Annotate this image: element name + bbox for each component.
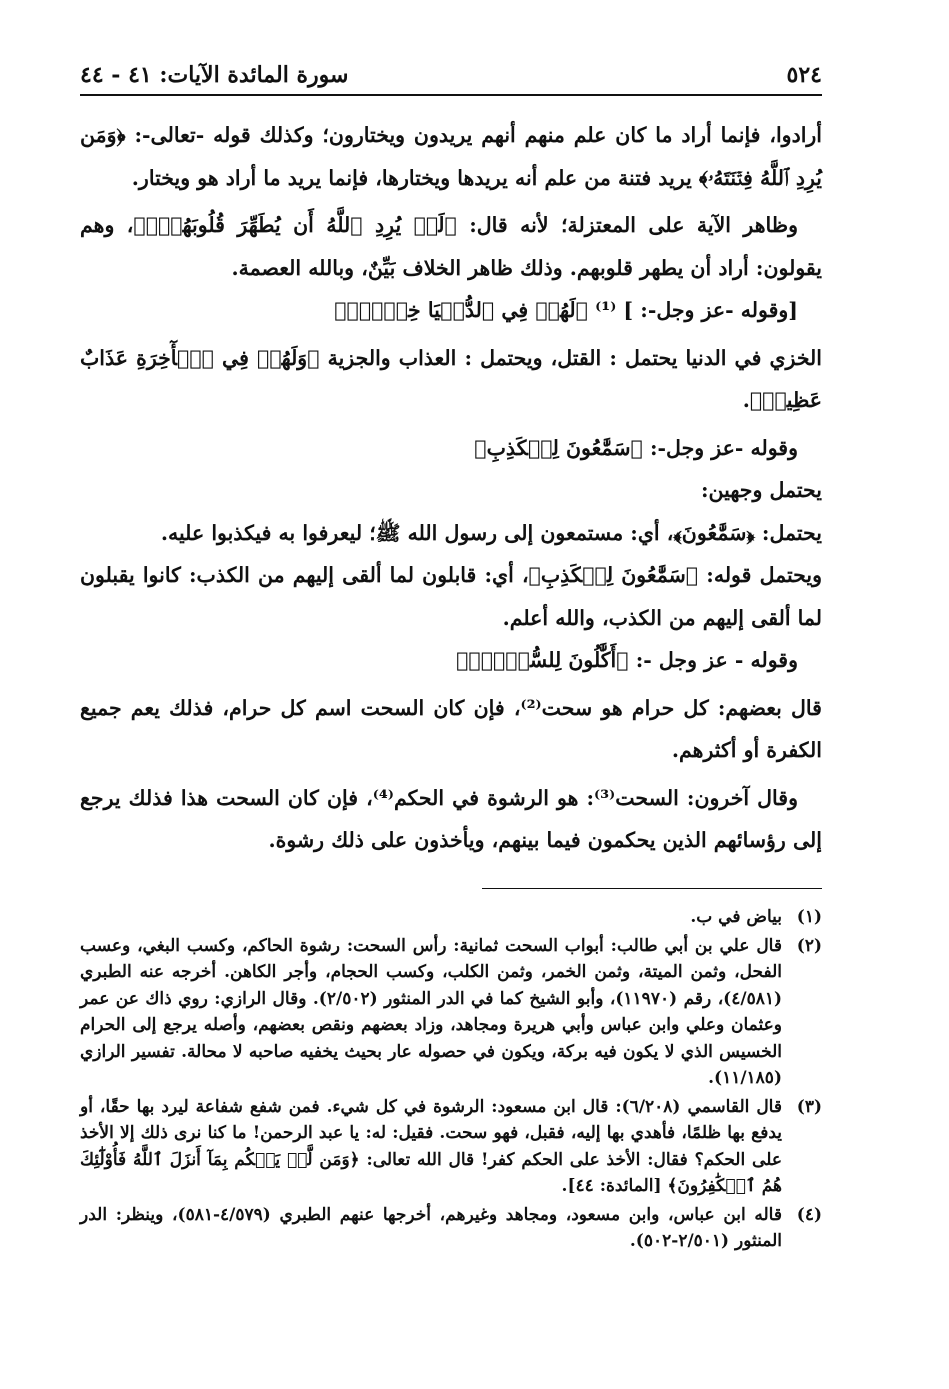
page-header: [80, 54, 822, 96]
footnote-text: قاله ابن عباس، وابن مسعود، ومجاهد وغيرهم، أخرجها عنهم الطبري (٤/٥٧٩-٥٨١)، وينظر: الدر المنثور (٢/٥٠١-٥٠٢).: [80, 1204, 782, 1251]
footnote: [80, 1094, 822, 1200]
paragraph-9: وقوله - عز وجل -: ﴿أَكَّٰلُونَ لِلسُّحۡتِۚ﴾: [456, 648, 798, 672]
paragraph-11: وقال آخرون: السحت⁽³⁾: هو الرشوة في الحكم⁽⁴⁾، فإن كان السحت هذا فذلك يرجع إلى رؤسائهم الذين يحكمون فيما بينهم، ويأخذون على ذلك رشوة.: [80, 785, 822, 852]
main-text: [80, 114, 822, 862]
footnote-number: (٢): [796, 935, 822, 956]
footnote-text: بياض في ب.: [690, 907, 782, 927]
paragraph-5: وقوله -عز وجل-: ﴿سَمَّٰعُونَ لِلۡكَذِبِ﴾: [474, 435, 798, 460]
running-title: سورة المائدة الآيات: ٤١ - ٤٤: [80, 62, 349, 88]
paragraph-1: أرادوا، فإنما أراد ما كان علم منهم أنهم يريدون ويختارون؛ وكذلك قوله -تعالى-: ﴿وَمَن يُرِدِ ٱللَّهُ فِتۡنَتَهُۥ﴾ يريد فتنة من علم أنه يريدها ويختارها، فإنما يريد ما أراد هو ويختار.: [80, 123, 822, 190]
paragraph-7: يحتمل: ﴿سَمَّٰعُونَ﴾، أي: مستمعون إلى رسول الله ﷺ؛ ليعرفوا به فيكذبوا عليه.: [160, 520, 822, 545]
footnote: [80, 904, 822, 931]
paragraph-8: ويحتمل قوله: ﴿سَمَّٰعُونَ لِلۡكَذِبِ﴾، أي: قابلون لما ألقى إليهم من الكذب: كانوا يقبلون لما ألقى إليهم من الكذب، والله أعلم.: [80, 563, 822, 630]
page-number: ٥٢٤: [786, 62, 822, 88]
footnote-text: قال القاسمي (٦/٢٠٨): قال ابن مسعود: الرشوة في كل شيء. فمن شفع شفاعة ليرد بها حقًا، أو يدفع بها ظلمًا، فأهدي بها إليه، فقبل، فهو سحت. فقيل: له: يا عبد الرحمن! ما كنا نرى ذلك إلا الأخذ على الحكم؟ فقال: الأخذ على الحكم كفر! قال الله تعالى: ﴿وَمَن لَّمۡ يَحۡكُم بِمَآ أَنزَلَ ٱللَّهُ فَأُوْلَٰٓئِكَ هُمُ ٱلۡكَٰفِرُونَ﴾ [المائدة: ٤٤].: [80, 1096, 782, 1196]
footnote-divider: [482, 888, 822, 889]
paragraph-6: يحتمل وجهين:: [700, 478, 822, 502]
footnote: [80, 933, 822, 1092]
footnote-number: (١): [796, 907, 822, 927]
footnote-number: (٣): [796, 1096, 822, 1117]
paragraph-3: [وقوله -عز وجل-: ] ⁽¹⁾ ﴿لَهُمۡ فِي ٱلدُّنۡيَا خِزۡيٞۖ﴾: [334, 298, 798, 322]
footnote: [80, 1202, 822, 1255]
paragraph-4: الخزي في الدنيا يحتمل : القتل، ويحتمل : العذاب والجزية ﴿وَلَهُمۡ فِي ٱلۡأٓخِرَةِ عَذَابٌ عَظِيمٞ﴾.: [80, 345, 822, 412]
footnotes: [80, 904, 822, 1257]
footnote-text: قال علي بن أبي طالب: أبواب السحت ثمانية: رأس السحت: رشوة الحاكم، وكسب البغي، وعسب الفحل، وثمن الميتة، وثمن الخمر، وثمن الكلب، وكسب الحجام، وأجر الكاهن. أخرجه عنه الطبري (٤/٥٨١)، رقم (١١٩٧٠)، وأبو الشيخ كما في الدر المنثور (٢/٥٠٢). وقال الرازي: روي ذاك عن عمر وعثمان وعلي وابن عباس وأبي هريرة ومجاهد، وزاد بعضهم ونقص بعضهم، وأصله يرجع إلى الحرام الخسيس الذي لا يكون فيه بركة، ويكون في حصوله عار بحيث يخفيه صاحبه لا محالة. تفسير الرازي (١١/١٨٥).: [80, 935, 783, 1088]
paragraph-2: وظاهر الآية على المعتزلة؛ لأنه قال: ﴿لَمۡ يُرِدِ ٱللَّهُ أَن يُطَهِّرَ قُلُوبَهُمۡۚ﴾، وهم يقولون: أراد أن يطهر قلوبهم. وذلك ظاهر الخلاف بَيِّنٌ، وبالله العصمة.: [80, 213, 822, 280]
paragraph-10: قال بعضهم: كل حرام هو سحت⁽²⁾، فإن كان السحت اسم كل حرام، فذلك يعم جميع الكفرة أو أكثرهم.: [80, 695, 822, 762]
footnote-number: (٤): [796, 1204, 822, 1225]
